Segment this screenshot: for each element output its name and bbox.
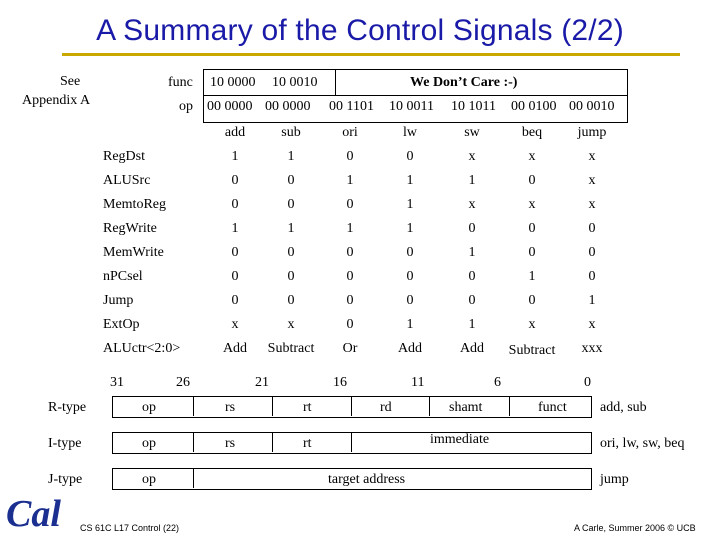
signal-value-cell: 0 bbox=[346, 293, 354, 308]
bit-position-31: 31 bbox=[110, 375, 124, 390]
signal-label: MemWrite bbox=[103, 245, 164, 260]
i-type-divider bbox=[193, 432, 194, 452]
op-value-lw: 10 0011 bbox=[389, 99, 434, 114]
signal-value-cell: 0 bbox=[231, 245, 239, 260]
signal-value-cell: 1 bbox=[231, 221, 239, 236]
signal-value-cell: 0 bbox=[287, 269, 295, 284]
signal-value-cell: 1 bbox=[287, 221, 295, 236]
signal-value-cell: x bbox=[588, 317, 596, 332]
bit-position-11: 11 bbox=[411, 375, 425, 390]
signal-value-cell: 0 bbox=[346, 269, 354, 284]
signal-value-cell: x bbox=[588, 197, 596, 212]
r-type-divider bbox=[509, 396, 510, 416]
signal-value-cell: 0 bbox=[287, 197, 295, 212]
instruction-header-ori: ori bbox=[342, 125, 358, 140]
signal-value-cell: 1 bbox=[468, 173, 476, 188]
r-type-field-rs: rs bbox=[225, 400, 236, 415]
opcode-table-divider bbox=[203, 95, 627, 96]
signal-label: RegWrite bbox=[103, 221, 157, 236]
signal-value-cell: Add bbox=[459, 341, 485, 356]
format-label-i-type: I-type bbox=[48, 436, 82, 451]
signal-value-cell: 1 bbox=[468, 317, 476, 332]
signal-value-cell: x bbox=[231, 317, 239, 332]
signal-value-cell: 0 bbox=[588, 269, 596, 284]
bit-position-16: 16 bbox=[333, 375, 347, 390]
i-type-divider bbox=[272, 432, 273, 452]
see-appendix-label-line2: Appendix A bbox=[22, 93, 91, 108]
j-type-divider bbox=[193, 468, 194, 488]
cal-logo-icon bbox=[4, 486, 72, 536]
signal-value-cell: 1 bbox=[287, 149, 295, 164]
signal-value-cell: Subtract bbox=[267, 341, 315, 356]
signal-value-cell: 1 bbox=[406, 173, 414, 188]
signal-value-cell: 0 bbox=[588, 221, 596, 236]
signal-label: nPCsel bbox=[103, 269, 143, 284]
signal-value-cell: 1 bbox=[346, 221, 354, 236]
r-type-instructions: add, sub bbox=[600, 400, 647, 415]
bit-position-0: 0 bbox=[584, 375, 591, 390]
signal-value-cell: 0 bbox=[231, 197, 239, 212]
r-type-format-box bbox=[112, 396, 592, 418]
i-type-field-rs: rs bbox=[225, 436, 236, 451]
op-value-beq: 00 0100 bbox=[511, 99, 557, 114]
j-type-instructions: jump bbox=[600, 472, 629, 487]
signal-value-cell: 1 bbox=[231, 149, 239, 164]
signal-value-cell: 1 bbox=[528, 269, 536, 284]
i-type-format-box bbox=[112, 432, 592, 454]
instruction-header-add: add bbox=[224, 125, 246, 140]
func-value-add: 10 0000 bbox=[210, 75, 256, 90]
signal-value-cell: 0 bbox=[588, 245, 596, 260]
signal-value-cell: 0 bbox=[406, 293, 414, 308]
i-type-field-rt: rt bbox=[303, 436, 312, 451]
instruction-header-sub: sub bbox=[281, 125, 301, 140]
signal-value-cell: x bbox=[287, 317, 295, 332]
signal-value-cell: x bbox=[528, 149, 536, 164]
signal-value-cell: 0 bbox=[346, 245, 354, 260]
instruction-header-sw: sw bbox=[464, 125, 480, 140]
signal-value-cell: 0 bbox=[346, 317, 354, 332]
signal-value-cell: x bbox=[588, 173, 596, 188]
bit-position-26: 26 bbox=[176, 375, 190, 390]
signal-label: ALUSrc bbox=[103, 173, 151, 188]
signal-value-cell: Subtract bbox=[508, 343, 556, 358]
signal-value-cell: x bbox=[468, 149, 476, 164]
see-appendix-label-line1: See bbox=[60, 74, 81, 89]
dont-care-text: We Don’t Care :-) bbox=[410, 75, 518, 90]
op-label: op bbox=[179, 99, 193, 114]
op-value-add: 00 0000 bbox=[207, 99, 253, 114]
func-value-sub: 10 0010 bbox=[272, 75, 318, 90]
signal-value-cell: 0 bbox=[468, 221, 476, 236]
signal-value-cell: 1 bbox=[406, 197, 414, 212]
r-type-divider bbox=[429, 396, 430, 416]
signal-value-cell: 0 bbox=[528, 245, 536, 260]
footer-course-label: CS 61C L17 Control (22) bbox=[80, 523, 180, 533]
r-type-field-shamt: shamt bbox=[449, 400, 483, 415]
op-value-ori: 00 1101 bbox=[329, 99, 374, 114]
signal-value-cell: Add bbox=[397, 341, 423, 356]
signal-label: Jump bbox=[103, 293, 134, 308]
signal-value-cell: 0 bbox=[528, 293, 536, 308]
bit-position-21: 21 bbox=[255, 375, 269, 390]
signal-label: ALUctr<2:0> bbox=[103, 341, 181, 356]
signal-value-cell: 0 bbox=[287, 173, 295, 188]
r-type-divider bbox=[193, 396, 194, 416]
footer-copyright: A Carle, Summer 2006 © UCB bbox=[574, 523, 696, 533]
cal-logo-text: Cal bbox=[6, 493, 61, 535]
signal-value-cell: 1 bbox=[406, 317, 414, 332]
signal-value-cell: 0 bbox=[468, 293, 476, 308]
title-underline bbox=[62, 53, 680, 56]
instruction-header-lw: lw bbox=[403, 125, 417, 140]
r-type-field-rt: rt bbox=[303, 400, 312, 415]
signal-label: RegDst bbox=[103, 149, 145, 164]
i-type-field-immediate: immediate bbox=[430, 432, 490, 447]
i-type-instructions: ori, lw, sw, beq bbox=[600, 436, 685, 451]
signal-value-cell: 0 bbox=[346, 149, 354, 164]
signal-value-cell: 0 bbox=[287, 245, 295, 260]
j-type-field-target-address: target address bbox=[328, 472, 406, 487]
op-value-jump: 00 0010 bbox=[569, 99, 615, 114]
func-label: func bbox=[168, 75, 193, 90]
i-type-field-op: op bbox=[142, 436, 156, 451]
op-value-sw: 10 1011 bbox=[451, 99, 496, 114]
signal-value-cell: 0 bbox=[406, 149, 414, 164]
signal-value-cell: x bbox=[528, 197, 536, 212]
slide-title: A Summary of the Control Signals (2/2) bbox=[96, 14, 624, 47]
signal-value-cell: x bbox=[528, 317, 536, 332]
signal-value-cell: 0 bbox=[231, 269, 239, 284]
j-type-field-op: op bbox=[142, 472, 156, 487]
signal-value-cell: 1 bbox=[406, 221, 414, 236]
signal-value-cell: Add bbox=[222, 341, 248, 356]
signal-value-cell: 0 bbox=[528, 173, 536, 188]
instruction-header-beq: beq bbox=[521, 125, 543, 140]
signal-value-cell: 0 bbox=[287, 293, 295, 308]
op-value-sub: 00 0000 bbox=[265, 99, 311, 114]
i-type-divider bbox=[351, 432, 352, 452]
r-type-field-funct: funct bbox=[538, 400, 567, 415]
signal-value-cell: 0 bbox=[231, 173, 239, 188]
signal-value-cell: 0 bbox=[346, 197, 354, 212]
signal-value-cell: x bbox=[468, 197, 476, 212]
signal-value-cell: 0 bbox=[231, 293, 239, 308]
signal-label: ExtOp bbox=[103, 317, 140, 332]
signal-value-cell: 0 bbox=[528, 221, 536, 236]
signal-value-cell: xxx bbox=[581, 341, 603, 356]
format-label-j-type: J-type bbox=[48, 472, 83, 487]
signal-value-cell: 1 bbox=[468, 245, 476, 260]
instruction-header-jump: jump bbox=[577, 125, 607, 140]
format-label-r-type: R-type bbox=[48, 400, 87, 415]
signal-label: MemtoReg bbox=[103, 197, 166, 212]
r-type-field-rd: rd bbox=[380, 400, 392, 415]
signal-value-cell: 0 bbox=[468, 269, 476, 284]
r-type-divider bbox=[272, 396, 273, 416]
signal-value-cell: 1 bbox=[588, 293, 596, 308]
signal-value-cell: x bbox=[588, 149, 596, 164]
signal-value-cell: 0 bbox=[406, 269, 414, 284]
signal-value-cell: 1 bbox=[346, 173, 354, 188]
signal-value-cell: 0 bbox=[406, 245, 414, 260]
opcode-table-column-divider bbox=[335, 69, 336, 95]
r-type-field-op: op bbox=[142, 400, 156, 415]
signal-value-cell: Or bbox=[342, 341, 358, 356]
bit-position-6: 6 bbox=[494, 375, 501, 390]
r-type-divider bbox=[351, 396, 352, 416]
